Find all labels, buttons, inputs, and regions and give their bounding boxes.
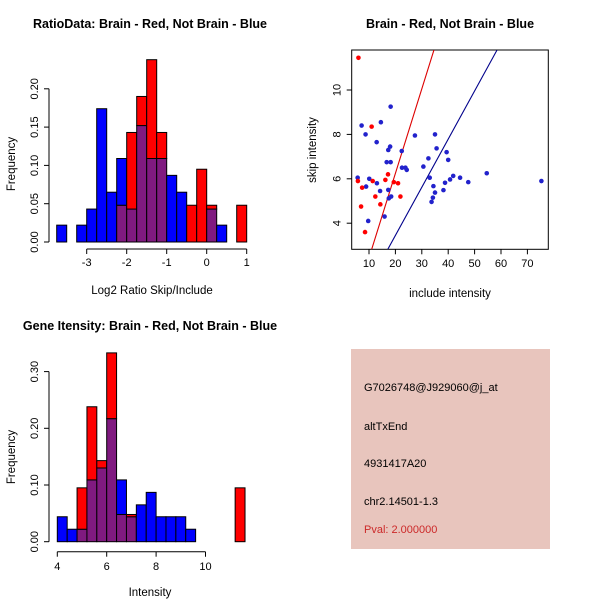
ratio-hist-bars (29, 60, 250, 269)
tick-label: -2 (121, 257, 132, 269)
gene-hist-title: Gene Itensity: Brain - Red, Not Brain - Blue (22, 319, 278, 333)
tick-label: 8 (153, 561, 160, 573)
gene-hist-bars (29, 353, 245, 573)
tick-label: 0 (203, 257, 210, 269)
tick-label: -1 (161, 257, 172, 269)
ratio-histogram-panel (0, 0, 300, 300)
gene-info-panel (351, 349, 550, 549)
tick-label: 10 (199, 561, 212, 573)
tick-label: 1 (243, 257, 250, 269)
tick-label: 0.30 (29, 360, 41, 383)
tick-label: 4 (54, 561, 61, 573)
tick-label: 0.15 (29, 116, 42, 138)
tick-label: 0.10 (29, 154, 41, 177)
tick-label: 8 (331, 131, 344, 138)
tick-label: 20 (389, 258, 402, 270)
tick-label: 50 (468, 258, 481, 270)
ratio-hist-title: RatioData: Brain - Red, Not Brain - Blue (32, 17, 268, 31)
tick-label: 0.20 (29, 78, 41, 100)
ratio-hist-xlabel: Log2 Ratio Skip/Include (91, 285, 213, 297)
probe-id-text: G7026748@J929060@j_at (364, 382, 498, 394)
tick-label: -3 (81, 257, 92, 269)
gene-hist-xlabel: Intensity (128, 587, 172, 599)
tick-label: 30 (415, 258, 428, 270)
tick-label: 0.20 (29, 417, 41, 440)
scatter-points (332, 50, 549, 270)
tick-label: 0.05 (29, 192, 41, 215)
tick-label: 0.10 (29, 474, 41, 496)
scatter-ylabel: skip intensity (307, 117, 319, 183)
tick-label: 0.00 (29, 530, 41, 553)
tick-label: 0.00 (29, 231, 41, 253)
tick-label: 10 (362, 258, 376, 270)
pval-text: Pval: 2.000000 (364, 524, 438, 536)
gene-hist-ylabel: Frequency (6, 429, 18, 485)
chromosome-location-text: chr2.14501-1.3 (364, 496, 438, 508)
tick-label: 6 (331, 175, 344, 182)
gene-intensity-histogram-panel (0, 300, 300, 600)
ratio-hist-ylabel: Frequency (6, 136, 18, 192)
tick-label: 70 (521, 258, 534, 270)
intensity-scatter-panel (300, 0, 600, 300)
scatter-title: Brain - Red, Not Brain - Blue (365, 17, 535, 31)
gene-name-text: 4931417A20 (364, 458, 427, 470)
tick-label: 4 (331, 220, 344, 227)
event-type-text: altTxEnd (364, 421, 408, 433)
tick-label: 6 (103, 561, 110, 573)
scatter-xlabel: include intensity (409, 288, 491, 300)
tick-label: 40 (442, 258, 455, 270)
tick-label: 10 (331, 83, 344, 97)
tick-label: 60 (494, 258, 508, 270)
